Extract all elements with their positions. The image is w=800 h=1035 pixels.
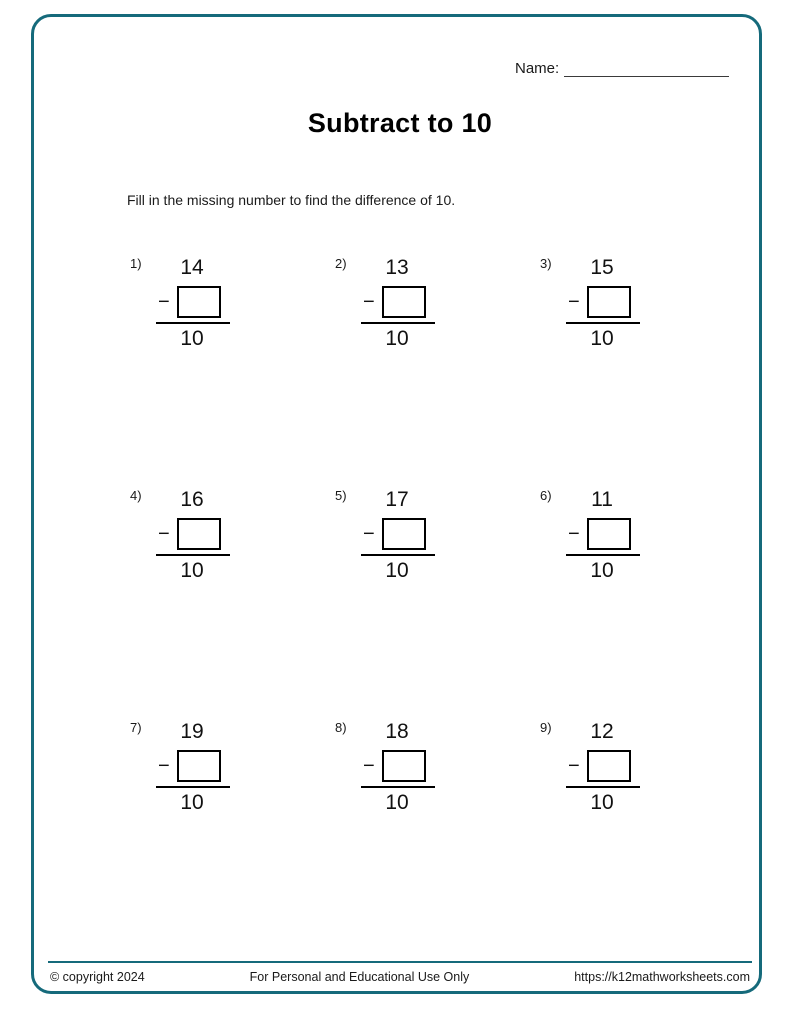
problem-number: 2) (335, 256, 347, 271)
problem-number: 8) (335, 720, 347, 735)
subtraction-line (156, 554, 230, 556)
minuend: 14 (180, 256, 204, 279)
subtraction-line (566, 554, 640, 556)
footer-divider (48, 961, 752, 963)
name-label: Name: (515, 60, 560, 77)
answer-box[interactable] (587, 286, 631, 318)
minus-sign: − (568, 523, 580, 545)
minus-sign: − (158, 291, 170, 313)
minus-sign: − (158, 755, 170, 777)
subtraction-line (361, 322, 435, 324)
problem-number: 9) (540, 720, 552, 735)
problem-number: 7) (130, 720, 142, 735)
difference: 10 (180, 559, 204, 582)
difference: 10 (590, 327, 614, 350)
problem-5 (335, 488, 445, 588)
minus-sign: − (363, 523, 375, 545)
subtraction-line (156, 322, 230, 324)
problem-7 (130, 720, 240, 820)
minuend: 16 (180, 488, 204, 511)
minuend: 15 (590, 256, 614, 279)
answer-box[interactable] (382, 518, 426, 550)
answer-box[interactable] (177, 286, 221, 318)
minus-sign: − (568, 755, 580, 777)
subtraction-line (361, 554, 435, 556)
answer-box[interactable] (177, 750, 221, 782)
subtraction-line (156, 786, 230, 788)
problem-9 (540, 720, 650, 820)
footer-url: https://k12mathworksheets.com (574, 970, 750, 984)
problem-number: 3) (540, 256, 552, 271)
answer-box[interactable] (382, 750, 426, 782)
name-fill-in-line[interactable] (564, 60, 729, 77)
problem-number: 1) (130, 256, 142, 271)
footer (50, 970, 750, 984)
problem-4 (130, 488, 240, 588)
difference: 10 (385, 327, 409, 350)
problem-number: 5) (335, 488, 347, 503)
footer-copyright: © copyright 2024 (50, 970, 145, 984)
problem-number: 6) (540, 488, 552, 503)
minus-sign: − (568, 291, 580, 313)
answer-box[interactable] (177, 518, 221, 550)
minus-sign: − (158, 523, 170, 545)
answer-box[interactable] (587, 518, 631, 550)
problem-2 (335, 256, 445, 356)
footer-usage-note: For Personal and Educational Use Only (249, 970, 470, 984)
subtraction-line (566, 786, 640, 788)
difference: 10 (180, 327, 204, 350)
problem-8 (335, 720, 445, 820)
minuend: 12 (590, 720, 614, 743)
problem-number: 4) (130, 488, 142, 503)
difference: 10 (180, 791, 204, 814)
problem-3 (540, 256, 650, 356)
subtraction-line (361, 786, 435, 788)
difference: 10 (590, 791, 614, 814)
answer-box[interactable] (382, 286, 426, 318)
minuend: 11 (591, 488, 613, 511)
difference: 10 (385, 791, 409, 814)
answer-box[interactable] (587, 750, 631, 782)
difference: 10 (385, 559, 409, 582)
problems-grid (130, 256, 745, 952)
instruction-text: Fill in the missing number to find the difference of 10. (127, 192, 456, 208)
minuend: 19 (180, 720, 204, 743)
difference: 10 (590, 559, 614, 582)
subtraction-line (566, 322, 640, 324)
minuend: 13 (385, 256, 409, 279)
minuend: 18 (385, 720, 409, 743)
problem-1 (130, 256, 240, 356)
minus-sign: − (363, 291, 375, 313)
minus-sign: − (363, 755, 375, 777)
worksheet-title: Subtract to 10 (307, 108, 493, 138)
name-block (515, 60, 729, 77)
minuend: 17 (385, 488, 409, 511)
problem-6 (540, 488, 650, 588)
